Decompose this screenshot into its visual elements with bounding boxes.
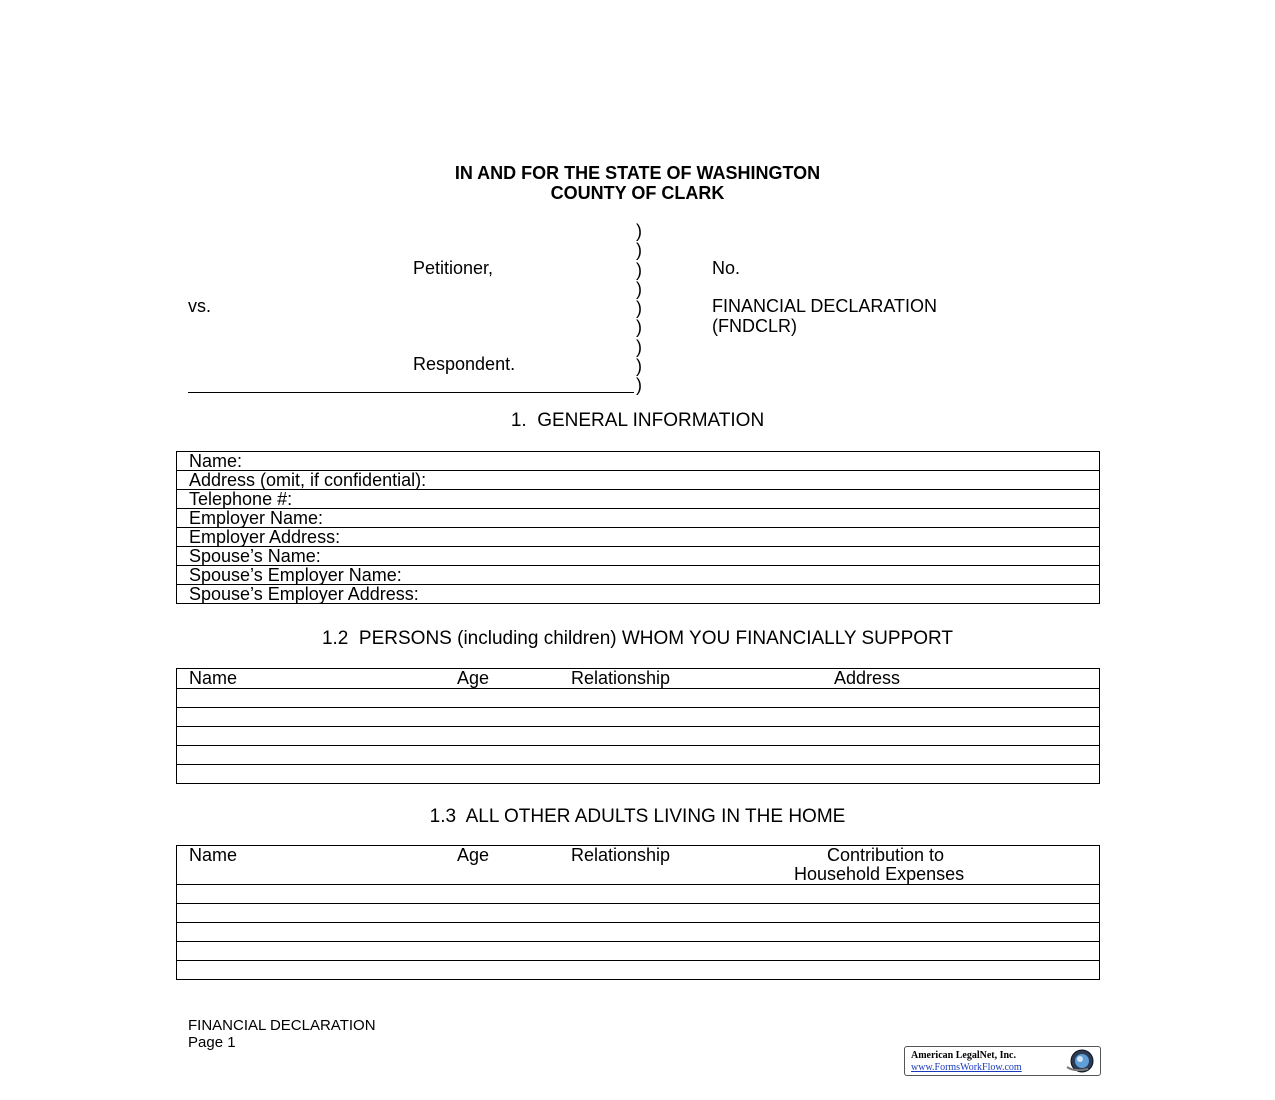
- entry-row[interactable]: [177, 885, 1100, 904]
- table-row: [177, 509, 1100, 528]
- table-row: [177, 904, 1100, 923]
- spouse-name-field-label[interactable]: Spouse’s Name:: [177, 547, 1100, 566]
- logo-url-link[interactable]: www.FormsWorkFlow.com: [911, 1062, 1022, 1073]
- column-relationship-header: Relationship: [571, 668, 671, 688]
- table-row: [177, 708, 1100, 727]
- table-row: [177, 452, 1100, 471]
- address-field-label[interactable]: Address (omit, if confidential):: [177, 471, 1100, 490]
- table-header-row: [177, 846, 1100, 885]
- respondent-label: Respondent.: [413, 354, 516, 374]
- table-row: [177, 490, 1100, 509]
- table-row: [177, 585, 1100, 604]
- entry-row[interactable]: [177, 765, 1100, 784]
- table-row: [177, 885, 1100, 904]
- telephone-field-label[interactable]: Telephone #:: [177, 490, 1100, 509]
- spouse-employer-address-field-label[interactable]: Spouse’s Employer Address:: [177, 585, 1100, 604]
- column-name-header: Name: [189, 845, 238, 865]
- footer-page-number: Page 1: [188, 1034, 236, 1051]
- table-row: [177, 689, 1100, 708]
- case-number-label: No.: [712, 258, 741, 278]
- table-row: [177, 471, 1100, 490]
- section-general-information-title: 1. GENERAL INFORMATION: [510, 410, 765, 431]
- column-address-header: Address: [834, 668, 901, 688]
- column-name-header: Name: [189, 668, 238, 688]
- table-row: [177, 566, 1100, 585]
- caption-parentheses: ) ) ) ) ) ) ) ) ): [636, 221, 642, 396]
- entry-row[interactable]: [177, 727, 1100, 746]
- general-information-table: [176, 451, 1100, 604]
- column-contribution-header-line1: Contribution to: [827, 845, 945, 865]
- table-row: [177, 942, 1100, 961]
- entry-row[interactable]: [177, 746, 1100, 765]
- column-contribution-header-line2: Household Expenses: [794, 864, 965, 884]
- table-row: [177, 923, 1100, 942]
- logo-company-name: American LegalNet, Inc.: [911, 1050, 1016, 1061]
- table-row: [177, 727, 1100, 746]
- name-field-label[interactable]: Name:: [177, 452, 1100, 471]
- table-row: [177, 547, 1100, 566]
- persons-supported-table: [176, 668, 1100, 784]
- section-persons-supported-title: 1.2 PERSONS (including children) WHOM YOU FINANCIALLY SUPPORT: [321, 628, 954, 649]
- section-other-adults-title: 1.3 ALL OTHER ADULTS LIVING IN THE HOME: [429, 806, 846, 827]
- table-row: [177, 746, 1100, 765]
- court-state: IN AND FOR THE STATE OF WASHINGTON: [454, 163, 821, 183]
- footer-document-name: FINANCIAL DECLARATION: [188, 1017, 376, 1034]
- entry-row[interactable]: [177, 961, 1100, 980]
- column-age-header: Age: [457, 668, 490, 688]
- column-age-header: Age: [457, 845, 490, 865]
- spouse-employer-name-field-label[interactable]: Spouse’s Employer Name:: [177, 566, 1100, 585]
- table-header-row: [177, 669, 1100, 689]
- table-row: [177, 765, 1100, 784]
- other-adults-table: [176, 845, 1100, 980]
- vs-label: vs.: [188, 296, 212, 316]
- entry-row[interactable]: [177, 689, 1100, 708]
- vendor-logo[interactable]: [904, 1046, 1101, 1076]
- employer-name-field-label[interactable]: Employer Name:: [177, 509, 1100, 528]
- entry-row[interactable]: [177, 904, 1100, 923]
- document-code: (FNDCLR): [712, 316, 797, 336]
- caption-underline: [188, 392, 634, 393]
- document-title: FINANCIAL DECLARATION: [712, 296, 938, 316]
- table-row: [177, 961, 1100, 980]
- table-row: [177, 528, 1100, 547]
- globe-icon: [1062, 1048, 1098, 1074]
- petitioner-label: Petitioner,: [413, 258, 494, 278]
- column-relationship-header: Relationship: [571, 845, 671, 865]
- entry-row[interactable]: [177, 708, 1100, 727]
- entry-row[interactable]: [177, 923, 1100, 942]
- entry-row[interactable]: [177, 942, 1100, 961]
- employer-address-field-label[interactable]: Employer Address:: [177, 528, 1100, 547]
- court-county: COUNTY OF CLARK: [550, 183, 725, 203]
